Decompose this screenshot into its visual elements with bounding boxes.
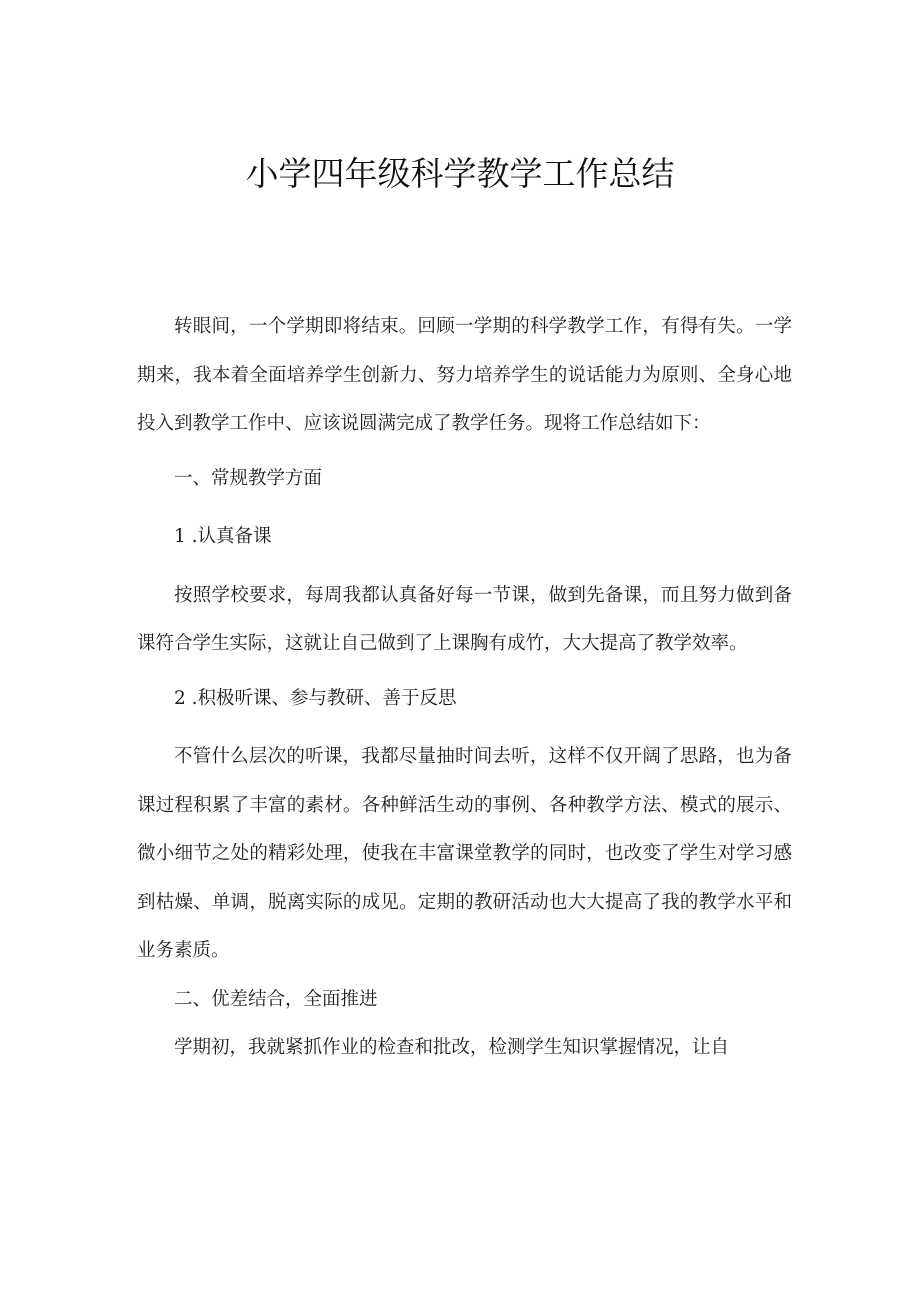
item-paragraph-1: 按照学校要求，每周我都认真备好每一节课，做到先备课，而且努力做到备课符合学生实际，这就让自己做到了上课胸有成竹，大大提高了教学效率。: [137, 584, 792, 654]
section-heading-2: 二、优差结合，全面推进: [174, 988, 378, 1010]
section-paragraph-2: 学期初，我就紧抓作业的检查和批改，检测学生知识掌握情况，让自: [174, 1037, 730, 1058]
item-heading-2: 2 .积极听课、参与教研、善于反思: [174, 687, 457, 709]
section-heading-1: 一、常规教学方面: [174, 467, 323, 489]
intro-paragraph: 转眼间，一个学期即将结束。回顾一学期的科学教学工作，有得有失。一学期来，我本着全面培养学生创新力、努力培养学生的说话能力为原则、全身心地投入到教学工作中、应该说圆满完成了教学任务。现将工作总结如下：: [137, 316, 792, 434]
item-heading-1: 1 .认真备课: [174, 526, 272, 547]
item-paragraph-2: 不管什么层次的听课，我都尽量抽时间去听，这样不仅开阔了思路，也为备课过程积累了丰富的素材。各种鲜活生动的事例、各种教学方法、模式的展示、微小细节之处的精彩处理，使我在丰富课堂教学的同时，也改变了学生对学习感到枯燥、单调，脱离实际的成见。定期的教研活动也大大提高了我的教学水平和业务素质。: [137, 746, 792, 961]
document-body: [137, 303, 792, 1073]
document-title: 小学四年级科学教学工作总结: [245, 154, 675, 193]
